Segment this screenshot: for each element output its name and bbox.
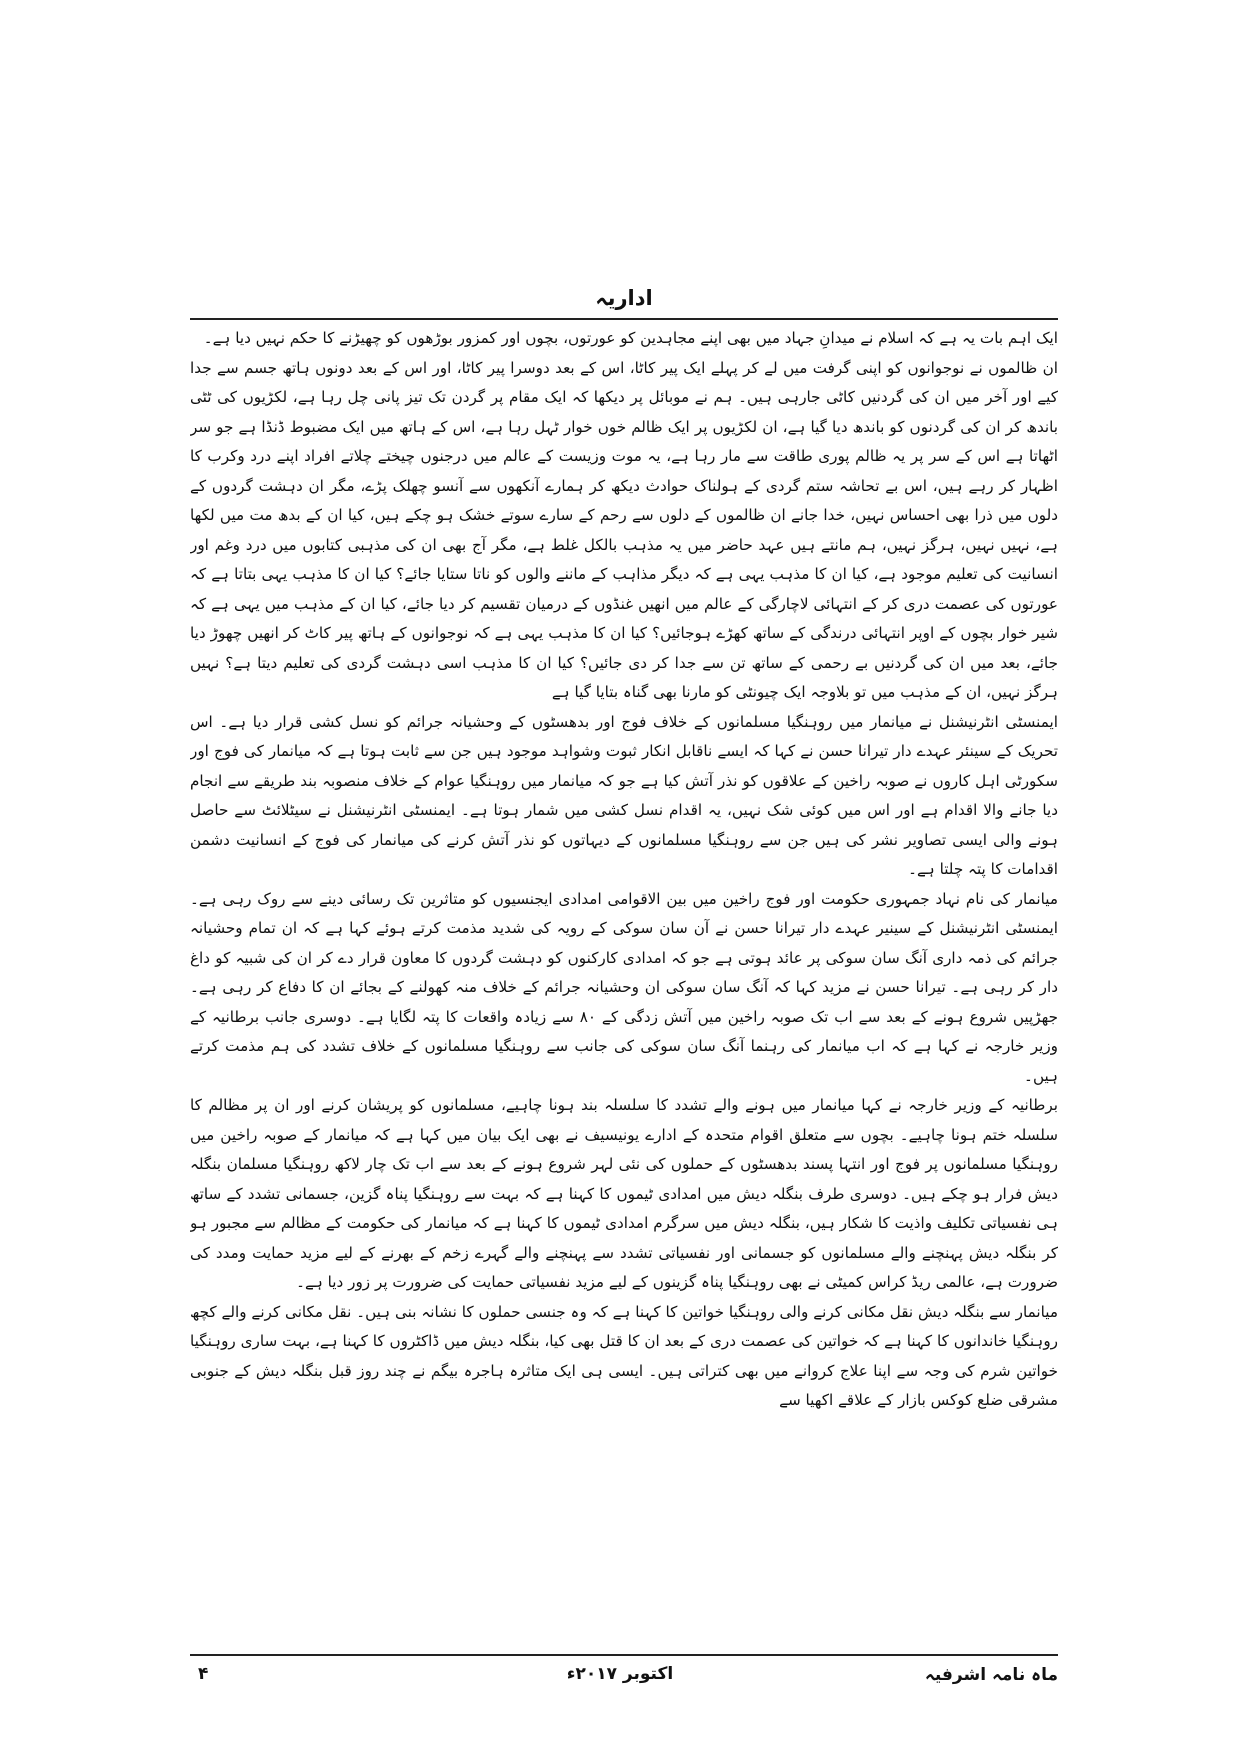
footer-rule: [190, 1654, 1058, 1656]
page-header-title: اداریہ: [595, 286, 653, 310]
paragraph-4: میانمار کی نام نہاد جمہوری حکومت اور فوج راخین میں بین الاقوامی امدادی ایجنسیوں کو متاثرین تک رسائی دینے سے روک رہی ہے۔ ایمنسٹی انٹرنیشنل کے سینیر عہدے دار تیرانا حسن نے آن سان سوکی کے رویہ کی شدید مذمت کرتے ہوئے کہا ہے کہ ان تمام وحشیانہ جرائم کی ذمہ داری آنگ سان سوکی پر عائد ہوتی ہے جو کہ امدادی کارکنوں کو دہشت گردوں کا معاون قرار دے کر ان کی شبیہ کو داغ دار کر رہی ہے۔ تیرانا حسن نے مزید کہا کہ آنگ سان سوکی ان وحشیانہ جرائم کے خلاف منہ کھولنے کے بجائے ان کا دفاع کر رہی ہے۔ جھڑپیں شروع ہونے کے بعد سے اب تک صوبہ راخین میں آتش زدگی کے ۸۰ سے زیادہ واقعات کا پتہ لگایا ہے۔ دوسری جانب برطانیہ کے وزیر خارجہ نے کہا ہے کہ اب میانمار کی رہنما آنگ سان سوکی کی جانب سے روہنگیا مسلمانوں کے خلاف تشدد کی ہم مذمت کرتے ہیں۔: [190, 889, 1058, 1085]
article-body: [190, 324, 1058, 1642]
page-number: ۴: [198, 1664, 209, 1684]
header-rule: [190, 318, 1058, 320]
paragraph-1: ایک اہم بات یہ ہے کہ اسلام نے میدانِ جہاد میں بھی اپنے مجاہدین کو عورتوں، بچوں اور کمزور بوڑھوں کو چھیڑنے کا حکم نہیں دیا ہے۔: [203, 329, 1058, 347]
paragraph-5: برطانیہ کے وزیر خارجہ نے کہا میانمار میں ہونے والے تشدد کا سلسلہ بند ہونا چاہیے، مسلمانوں کو پریشان کرنے اور ان پر مظالم کا سلسلہ ختم ہونا چاہیے۔ بچوں سے متعلق اقوام متحدہ کے ادارے یونیسیف نے بھی ایک بیان میں کہا ہے کہ میانمار کے صوبہ راخین میں روہنگیا مسلمانوں پر فوج اور انتہا پسند بدھسٹوں کے حملوں کی نئی لہر شروع ہونے کے بعد سے اب تک چار لاکھ روہنگیا مسلمان بنگلہ دیش فرار ہو چکے ہیں۔ دوسری طرف بنگلہ دیش میں امدادی ٹیموں کا کہنا ہے کہ بہت سے روہنگیا پناہ گزین، جسمانی تشدد کے ساتھ ہی نفسیاتی تکلیف واذیت کا شکار ہیں، بنگلہ دیش میں سرگرم امدادی ٹیموں کا کہنا ہے کہ میانمار کی حکومت کے مظالم سے مجبور ہو کر بنگلہ دیش پہنچنے والے مسلمانوں کو جسمانی اور نفسیاتی تشدد سے پہنچنے والے گہرے زخم کے بھرنے کے لیے مزید حمایت ومدد کی ضرورت ہے، عالمی ریڈ کراس کمیٹی نے بھی روہنگیا پناہ گزینوں کے لیے مزید نفسیاتی حمایت کی ضرورت پر زور دیا ہے۔: [190, 1096, 1058, 1291]
paragraph-6: میانمار سے بنگلہ دیش نقل مکانی کرنے والی روہنگیا خواتین کا کہنا ہے کہ وہ جنسی حملوں کا نشانہ بنی ہیں۔ نقل مکانی کرنے والے کچھ روہنگیا خاندانوں کا کہنا ہے کہ خواتین کی عصمت دری کے بعد ان کا قتل بھی کیا، بنگلہ دیش میں ڈاکٹروں کا کہنا ہے، بہت ساری روہنگیا خواتین شرم کی وجہ سے اپنا علاج کروانے میں بھی کتراتی ہیں۔ ایسی ہی ایک متاثرہ ہاجرہ بیگم نے چند روز قبل بنگلہ دیش کے جنوبی مشرقی ضلع کوکس بازار کے علاقے اکھیا سے: [190, 1302, 1058, 1409]
magazine-name: ماہ نامہ اشرفیہ: [924, 1665, 1058, 1685]
paragraph-3: ایمنسٹی انٹرنیشنل نے میانمار میں روہنگیا مسلمانوں کے خلاف فوج اور بدھسٹوں کے وحشیانہ جرائم کو نسل کشی قرار دیا ہے۔ اس تحریک کے سینئر عہدے دار تیرانا حسن نے کہا کہ ایسے ناقابل انکار ثبوت وشواہد موجود ہیں جن سے ثابت ہوتا ہے کہ میانمار کی فوج اور سکورٹی اہل کاروں نے صوبہ راخین کے علاقوں کو نذر آتش کیا ہے جو کہ میانمار میں روہنگیا عوام کے خلاف منصوبہ بند طریقے سے انجام دیا جانے والا اقدام ہے اور اس میں کوئی شک نہیں، یہ اقدام نسل کشی میں شمار ہوتا ہے۔ ایمنسٹی انٹرنیشنل نے سیٹلائٹ سے حاصل ہونے والی ایسی تصاویر نشر کی ہیں جن سے روہنگیا مسلمانوں کے دیہاتوں کو نذر آتش کرنے کی میانمار کی فوج کے انسانیت دشمن اقدامات کا پتہ چلتا ہے۔: [190, 712, 1058, 878]
issue-date: اکتوبر ۲۰۱۷ء: [566, 1664, 674, 1684]
paragraph-2: ان ظالموں نے نوجوانوں کو اپنی گرفت میں لے کر پہلے ایک پیر کاٹا، اس کے بعد دوسرا پیر کاٹا، اور اس کے بعد دونوں ہاتھ جسم سے جدا کیے اور آخر میں ان کی گردنیں کاٹی جارہی ہیں۔ ہم نے موبائل پر دیکھا کہ ایک مقام پر گردن تک تیز پانی چل رہا ہے، لکڑیوں کی ٹٹی باندھ کر ان کی گردنوں کو باندھ دیا گیا ہے، ان لکڑیوں پر ایک ظالم خوں خوار ٹہل رہا ہے، اس کے ہاتھ میں ایک مضبوط ڈنڈا ہے جو سر اٹھاتا ہے اس کے سر پر یہ ظالم پوری طاقت سے مار رہا ہے، یہ موت وزیست کے عالم میں درجنوں چیختے چلاتے افراد اپنے درد وکرب کا اظہار کر رہے ہیں، اس بے تحاشہ ستم گردی کے ہولناک حوادث دیکھ کر ہمارے آنکھوں سے آنسو چھلک پڑے، مگر ان دہشت گردوں کے دلوں میں ذرا بھی احساس نہیں، خدا جانے ان ظالموں کے دلوں سے رحم کے سارے سوتے خشک ہو چکے ہیں، کیا ان کے بدھ مت میں لکھا ہے، نہیں نہیں، ہرگز نہیں، ہم مانتے ہیں عہد حاضر میں یہ مذہب بالکل غلط ہے، مگر آج بھی ان کی مذہبی کتابوں میں درد وغم اور انسانیت کی تعلیم موجود ہے، کیا ان کا مذہب یہی ہے کہ دیگر مذاہب کے ماننے والوں کو ناتا ستایا جائے؟ کیا ان کا مذہب یہی بتاتا ہے کہ عورتوں کی عصمت دری کر کے انتہائی لاچارگی کے عالم میں انھیں غنڈوں کے درمیان تقسیم کر دیا جائے، کیا ان کے مذہب میں یہی ہے کہ شیر خوار بچوں کے اوپر انتہائی درندگی کے ساتھ کھڑے ہوجائیں؟ کیا ان کا مذہب یہی ہے کہ نوجوانوں کے ہاتھ پیر کاٹ کر انھیں چھوڑ دیا جائے، بعد میں ان کی گردنیں بے رحمی کے ساتھ تن سے جدا کر دی جائیں؟ کیا ان کا مذہب اسی دہشت گردی کی تعلیم دیتا ہے؟ نہیں ہرگز نہیں، ان کے مذہب میں تو بلاوجہ ایک چیونٹی کو مارنا بھی گناہ بتایا گیا ہے: [190, 358, 1058, 701]
